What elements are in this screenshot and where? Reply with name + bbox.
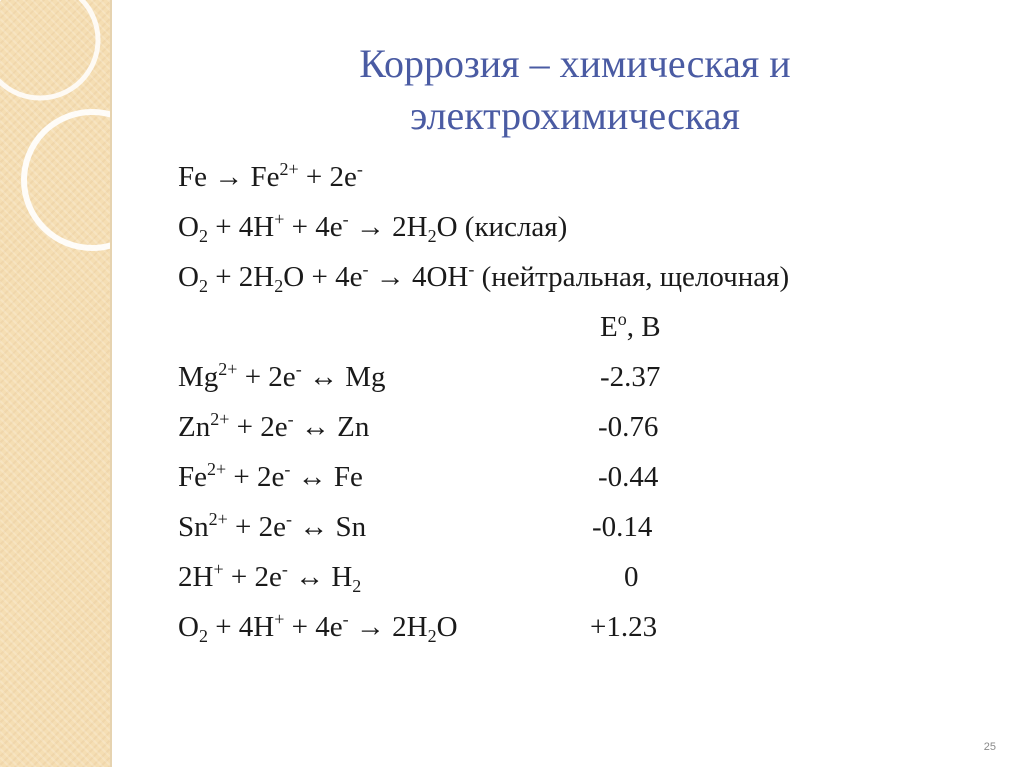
equation-oxygen-neutral: $O_2 + 2H_2O + 4e^- \to 4OH^-$ (нейтральная, щелочная) <box>178 259 790 296</box>
slide-title <box>250 38 900 142</box>
panel-divider <box>110 0 112 767</box>
decorative-circles <box>0 0 110 767</box>
half-reaction-mg: $Mg^{2+} + 2e^-$ ↔ Mg <box>178 359 386 393</box>
half-reaction-o2: $O_2 + 4H^+ + 4e^- \to 2H_2O$ <box>178 609 458 646</box>
half-reaction-h: 2H+ + 2e- ↔ $H_2$ <box>178 559 362 596</box>
half-reaction-zn: $Zn^{2+} + 2e^-$ ↔ Zn <box>178 409 370 443</box>
potential-value-h: 0 <box>624 561 639 593</box>
half-reaction-sn: $Sn^{2+} + 2e^-$ ↔ Sn <box>178 509 367 543</box>
potential-value-o2: +1.23 <box>590 611 658 643</box>
potential-value-sn: -0.14 <box>592 511 653 543</box>
title-line-2: электрохимическая <box>410 93 740 138</box>
equation-oxygen-acidic: $O_2 + 4H^+ + 4e^- \to 2H_2O$ (кислая) <box>178 209 568 246</box>
potential-value-mg: -2.37 <box>600 361 661 393</box>
half-reaction-fe: $Fe^{2+} + 2e^-$ ↔ Fe <box>178 459 363 493</box>
potential-header: $E^o$, В <box>600 309 661 343</box>
equation-iron-oxidation: $Fe \to Fe^{2+} + 2e^-$ <box>178 159 363 193</box>
title-line-1: Коррозия – химическая и <box>359 41 791 86</box>
potential-value-zn: -0.76 <box>598 411 659 443</box>
potential-value-fe: -0.44 <box>598 461 659 493</box>
decorative-side-panel <box>0 0 110 767</box>
page-number: 25 <box>983 741 996 753</box>
